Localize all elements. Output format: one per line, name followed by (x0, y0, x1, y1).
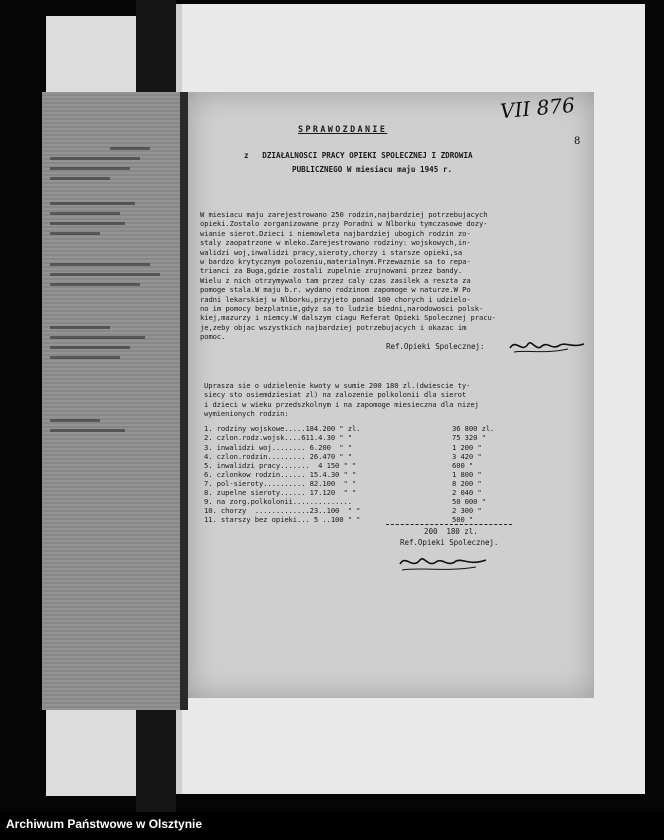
list-item-label: 9. na zorg.polkolonii.............. (204, 497, 352, 506)
archive-name: Archiwum Państwowe w Olsztynie (6, 817, 203, 831)
strip-text-lines (50, 140, 170, 439)
subtitle-line-2: PUBLICZNEGO W miesiacu maju 1945 r. (292, 165, 453, 174)
total-amount: 200 180 zl. (424, 527, 478, 536)
page-number: 8 (574, 136, 581, 147)
list-item-amount: 1 800 " (452, 470, 482, 479)
list-item-label: 2. czlon.rodz.wojsk....611.4.30 " " (204, 433, 352, 442)
signature-label-1: Ref.Opieki Spolecznej: (386, 342, 485, 351)
list-item-label: 8. zupelne sieroty...... 17.120 " " (204, 488, 357, 497)
signature-label-2: Ref.Opieki Spolecznej. (400, 538, 499, 547)
document-title: SPRAWOZDANIE (298, 124, 388, 134)
list-item-amount: 600 " (452, 461, 474, 470)
list-item-label: 6. czlonkow rodzin...... 15.4.30 " " (204, 470, 357, 479)
list-item-amount: 1 200 " (452, 443, 482, 452)
signature-2 (396, 552, 492, 576)
list-item-label: 10. chorzy .............23..100 " " (204, 506, 361, 515)
list-item-amount: 36 800 zl. (452, 424, 495, 433)
corner-number: VII 876 (499, 92, 576, 124)
sum-line (386, 524, 512, 526)
list-item-amount: 2 040 " (452, 488, 482, 497)
list-item-label: 7. pol-sieroty.......... 82.100 " " (204, 479, 357, 488)
list-item-amount: 2 300 " (452, 506, 482, 515)
signature-1 (506, 336, 588, 358)
list-item-label: 11. starszy bez opieki... 5 ..100 " " (204, 515, 361, 524)
request-paragraph: Uprasza sie o udzielenie kwoty w sumie 200 180 zl.(dwiescie ty- siecy sto osiemdziesiat zl) na zalozenie polkolonii dla sierot i dzieci w wieku przedszkolnym i na zapomoge miesieczna dla nizej wymienionych rodzin: (204, 381, 479, 419)
list-item-amount: 500 " (452, 515, 474, 524)
list-item-label: 3. inwalidzi woj........ 6.200 " " (204, 443, 352, 452)
list-item-amount: 3 420 " (452, 452, 482, 461)
list-item-label: 4. czlon.rodzin......... 26.470 " " (204, 452, 352, 461)
strip-edge (180, 92, 188, 710)
list-item-amount: 8 200 " (452, 479, 482, 488)
list-item-amount: 50 000 " (452, 497, 486, 506)
list-item-label: 5. inwalidzi pracy....... 4 150 " " (204, 461, 357, 470)
list-item-amount: 75 320 " (452, 433, 486, 442)
report-body: W miesiacu maju zarejestrowano 250 rodzin,najbardziej potrzebujacych opieki.Zostalo zorganizowane przy Poradni w Nlborku tymczasowe dozy- wianie sierot.Dzieci i niemowleta najbardziej ubogich rodzin zo- staly zaopatrzone w mleko.Zarejestrowano rodziny: wojskowych,in- walidzi woj,inwalidzi pracy,sieroty,chorzy i starsze opieki,sa w bardzo krytycznym polozeniu,materialnym.Przewaznie sa to repa- trianci za Buga,gdzie zostali zupelnie zrujnowani przez bandy. Wielu z nich otrzymywalo tam przez caly czas zasilek a reszta za pomoge stala.W maju b.r. wydano rodzinom zapomoge w naturze.W Po radni lekarskiej w Nlborku,przyjeto ponad 100 chorych i udzielo- no im pomocy bezplatnie,gdyz sa to ludzie biedni,narodowosci polsk- kiej,mazurzy i niemcy.W dalszym ciagu Referat Opieki Spolecznej pracu- je,zeby objac wszystkich najbardziej potrzebujacych i okazac im pomoc. (200, 210, 496, 342)
list-item-label: 1. rodziny wojskowe.....184.200 " zl. (204, 424, 361, 433)
subtitle-line-1: z DZIAŁALNOSCI PRACY OPIEKI SPOLECZNEJ I ZDROWIA (244, 151, 473, 160)
